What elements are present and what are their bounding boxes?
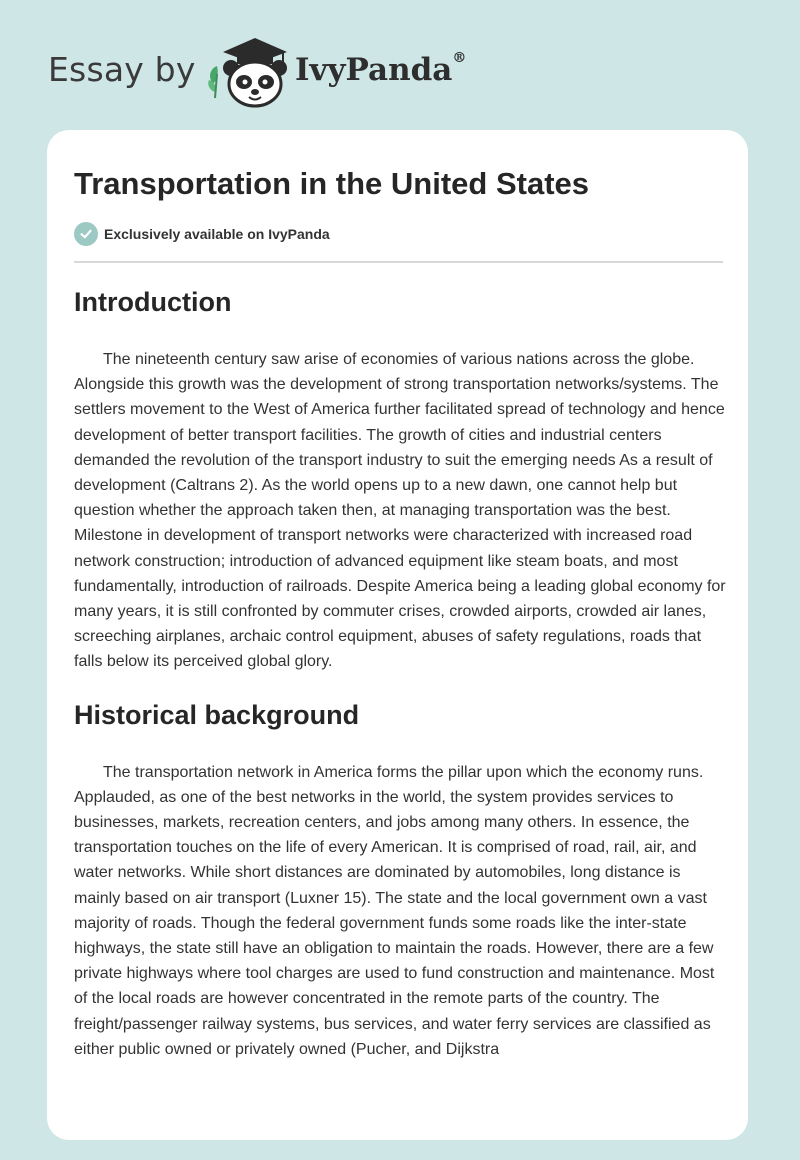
brand-name-text: IvyPanda — [295, 52, 453, 88]
section-heading-historical-background: Historical background — [74, 699, 360, 730]
badge-text: Exclusively available on IvyPanda — [104, 226, 330, 242]
check-icon — [74, 222, 98, 246]
section-heading-introduction: Introduction — [74, 287, 232, 317]
divider — [74, 261, 723, 263]
registered-mark: ® — [452, 50, 467, 66]
brand-header — [48, 30, 468, 110]
essay-content — [74, 282, 726, 1062]
section-paragraph-historical-background: The transportation network in America forms the pillar upon which the economy runs. Applauded, as one of the best networks in the world, the system provides services to businesses, markets, recreation centers, and jobs among many others. In essence, the transportation touches on the life of every American. It is comprised of road, rail, air, and water networks. While short distances are dominated by automobiles, long distance is mainly based on air transport (Luxner 15). The state and the local government own a vast majority of roads. Though the federal government funds some roads like the inter-state highways, the state still have an obligation to maintain the roads. However, there are a few private highways where tool charges are used to fund construction and maintenance. Most of the local roads are however concentrated in the remote parts of the country. The freight/passenger railway systems, bus services, and water ferry services are classified as either public owned or privately owned (Pucher, and Dijkstra — [74, 763, 715, 1058]
panda-graduate-icon — [203, 34, 293, 110]
essay-card — [47, 130, 748, 1140]
brand-prefix: Essay by — [48, 50, 196, 89]
exclusive-badge — [74, 222, 330, 246]
page-title: Transportation in the United States — [74, 166, 589, 201]
section-paragraph-introduction: The nineteenth century saw arise of economies of various nations across the globe. Alongside this growth was the development of strong transportation networks/systems. The settlers movement to the West of America further facilitated spread of technology and hence development of better transport facilities. The growth of cities and industrial centers demanded the revolution of the transport industry to suit the emerging needs As a result of development (Caltrans 2). As the world opens up to a new dawn, one cannot help but question whether the approach taken then, at managing transportation was the best. Milestone in development of transport networks were characterized with increased road network construction; introduction of advanced equipment like steam boats, and most fundamentally, introduction of railroads. Despite America being a leading global economy for many years, it is still confronted by commuter crises, crowded airports, crowded air lanes, screeching airplanes, archaic control equipment, abuses of safety regulations, roads that falls below its perceived global glory. — [74, 351, 726, 671]
brand-name — [295, 52, 466, 88]
